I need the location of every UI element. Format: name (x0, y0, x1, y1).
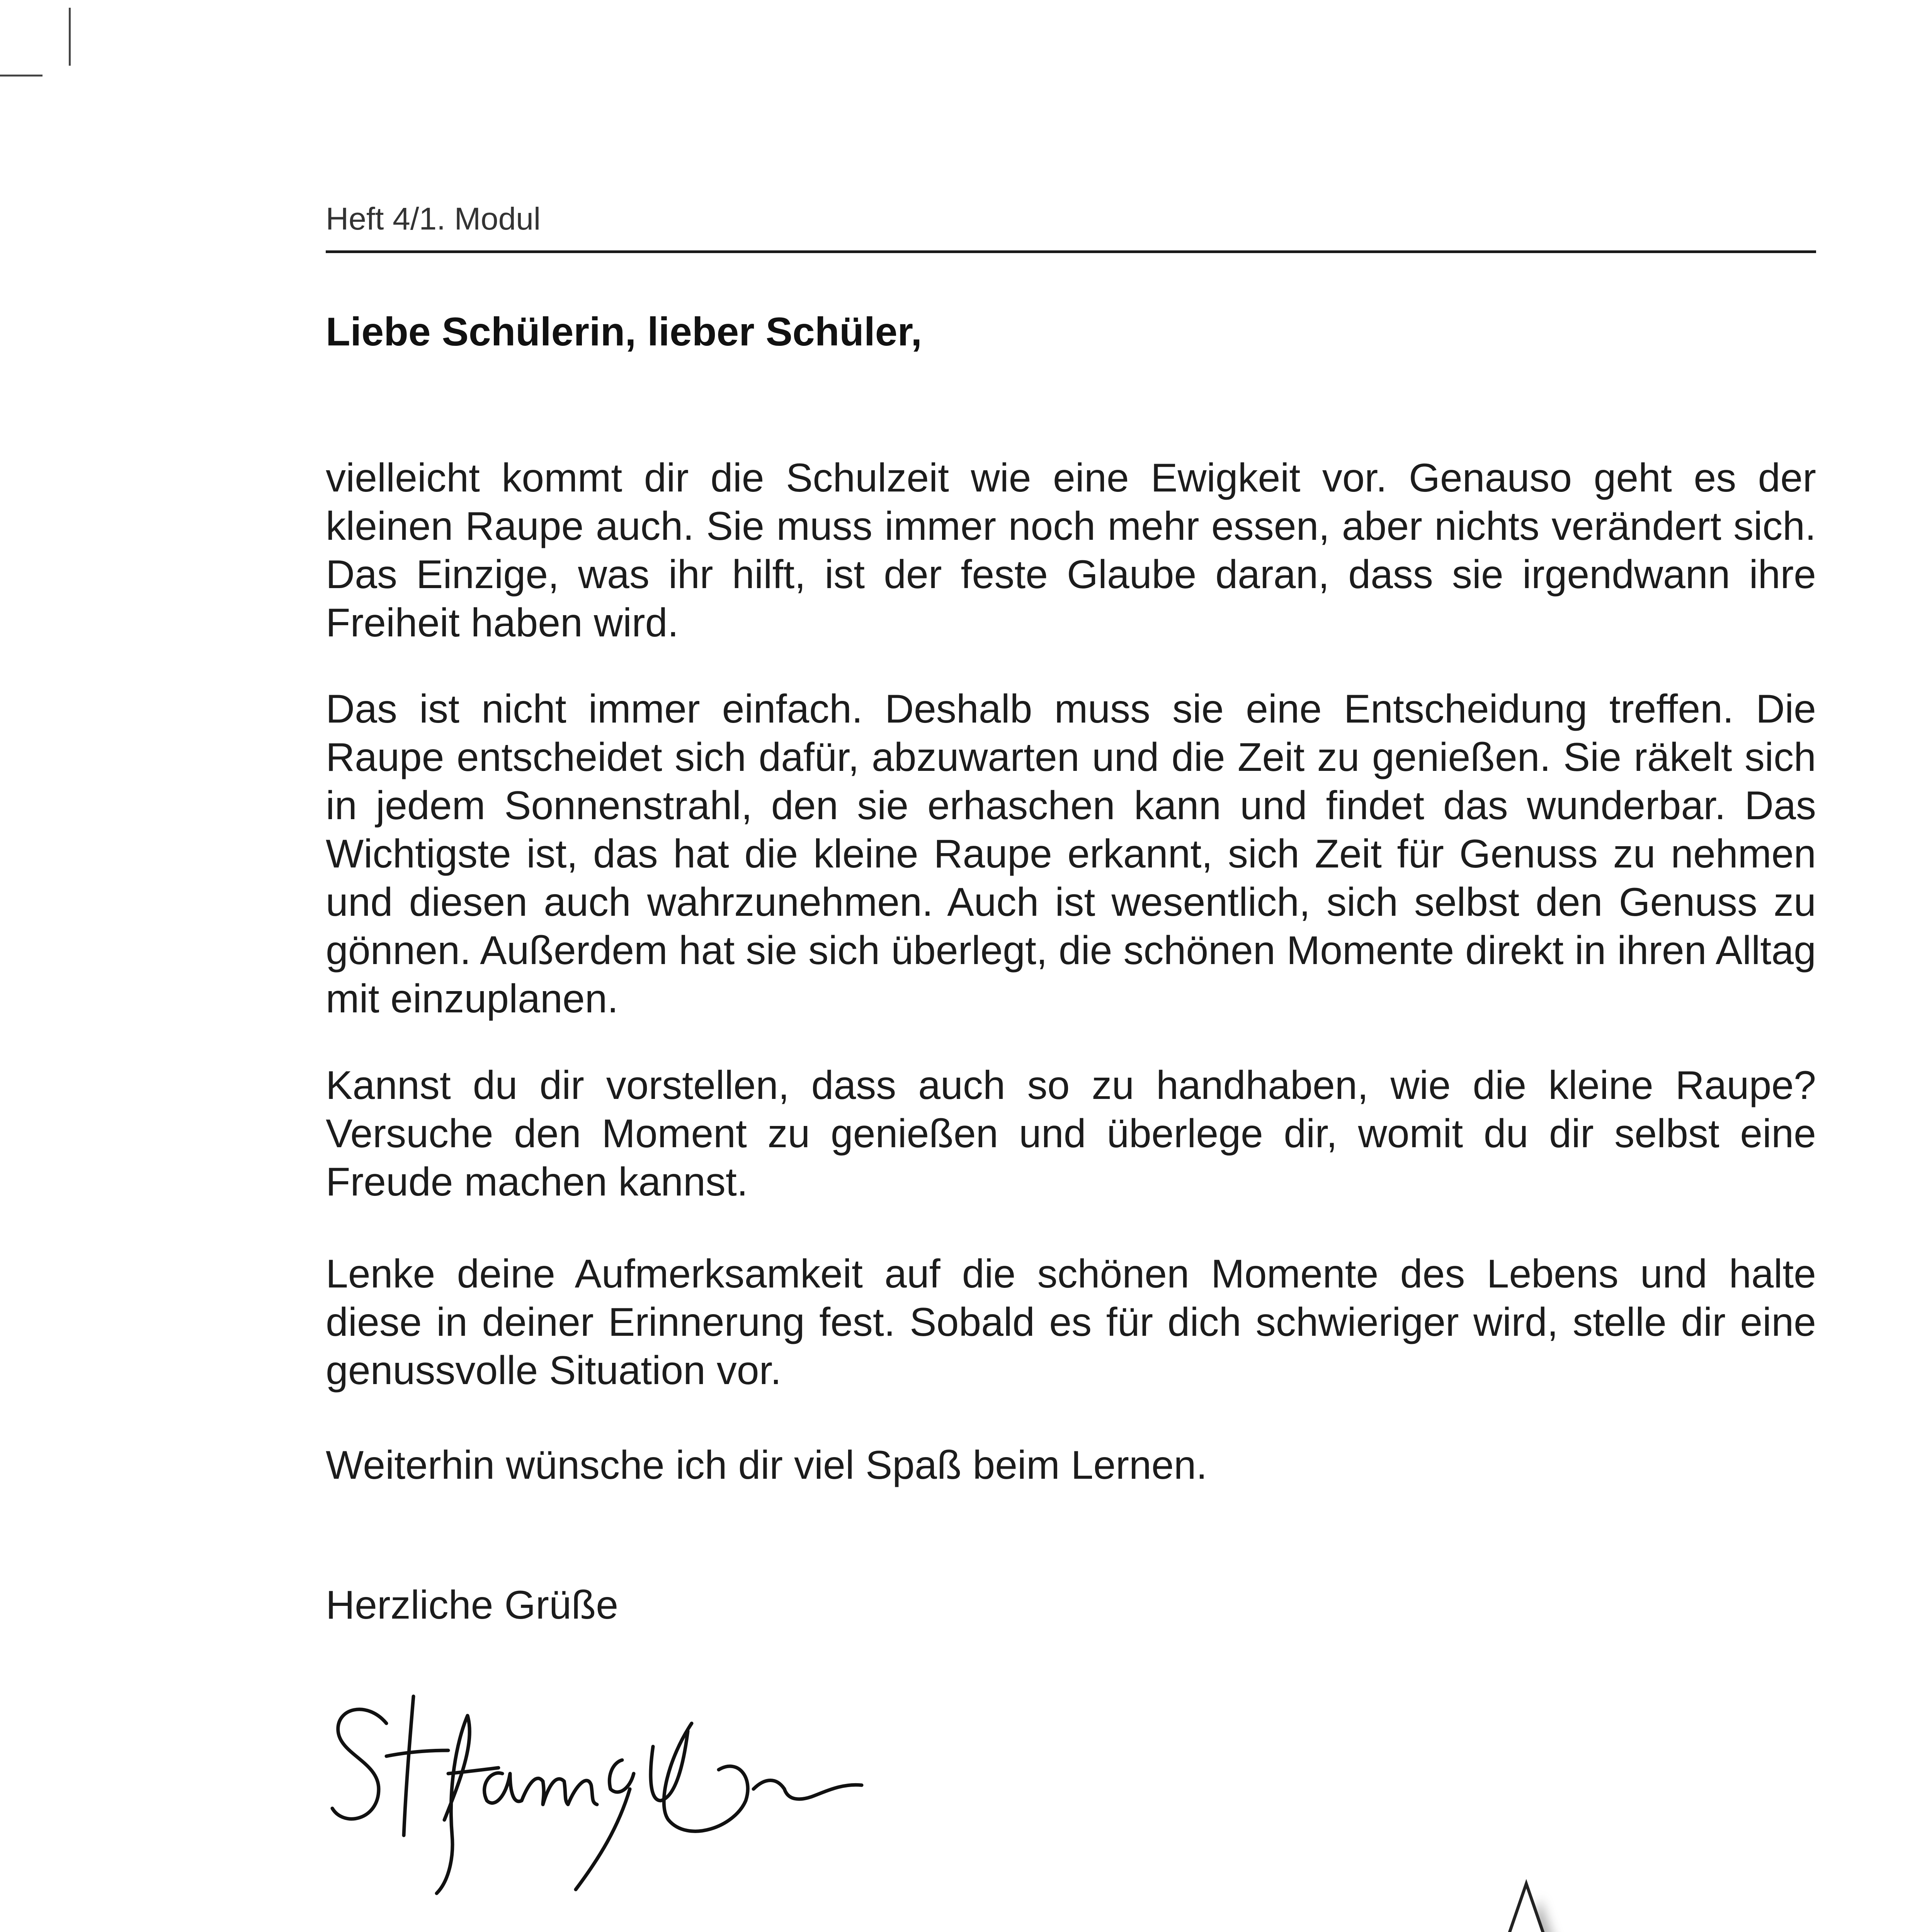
star-icon (1209, 1866, 1828, 1932)
crop-mark (69, 8, 71, 66)
letter-paragraph: Kannst du dir vorstellen, dass auch so zu handhaben, wie die kleine Raupe? Versuche den Moment zu genießen und überlege dir, womit du dir selbst eine Freude machen kannst. (326, 1063, 1816, 1204)
letter-paragraph: Lenke deine Aufmerksamkeit auf die schönen Momente des Lebens und halte diese in deiner Erinnerung fest. Sobald es für dich schwieriger wird, stelle dir eine genussvolle Situation vor. (326, 1252, 1816, 1393)
header-divider (326, 250, 1816, 253)
letter-paragraph: Das ist nicht immer einfach. Deshalb muss sie eine Entscheidung treffen. Die Raupe entscheidet sich dafür, abzuwarten und die Zeit zu genießen. Sie räkelt sich in jedem Sonnenstrahl, den sie erhaschen kann und findet das wunderbar. Das Wichtigste ist, das hat die kleine Raupe erkannt, sich Zeit für Genuss zu nehmen und diesen auch wahrzunehmen. Auch ist wesentlich, sich selbst den Genuss zu gönnen. Außerdem hat sie sich überlegt, die schönen Momente direkt in ihren Alltag mit einzuplanen. (326, 687, 1816, 1021)
letter-paragraph: Weiterhin wünsche ich dir viel Spaß beim Lernen. (326, 1443, 1208, 1488)
letter-greeting: Liebe Schülerin, lieber Schüler, (326, 310, 922, 354)
crop-mark (0, 75, 43, 77)
header-label: Heft 4/1. Modul (326, 201, 541, 236)
signature-image (321, 1673, 978, 1905)
letter-closing: Herzliche Grüße (326, 1583, 619, 1628)
letter-paragraph: vielleicht kommt dir die Schulzeit wie eine Ewigkeit vor. Genauso geht es der kleinen Raupe auch. Sie muss immer noch mehr essen, aber nichts verändert sich. Das Einzige, was ihr hilft, ist der feste Glaube daran, dass sie irgendwann ihre Freiheit haben wird. (326, 456, 1816, 645)
